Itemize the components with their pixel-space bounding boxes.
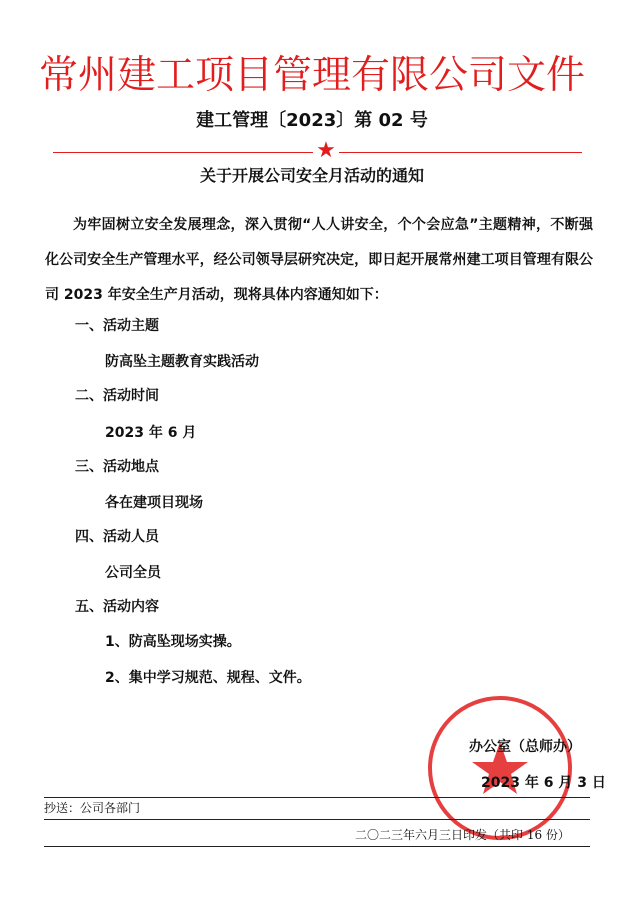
- header-divider-right: [339, 152, 582, 153]
- star-icon: ★: [316, 138, 336, 163]
- section-content-personnel: 公司全员: [105, 565, 161, 581]
- section-heading-personnel: 四、活动人员: [75, 529, 159, 545]
- footer-divider-middle: [44, 819, 590, 820]
- intro-paragraph: 为牢固树立安全发展理念，深入贯彻“人人讲安全，个个会应急”主题精神，不断强化公司安全生产管理水平，经公司领导层研究决定，即日起开展常州建工项目管理有限公司 2023 年安全生产月活动，现将具体内容通知如下：: [45, 217, 593, 303]
- footer-divider-top: [44, 797, 590, 798]
- issue-date: 2023 年 6 月 3 日: [481, 775, 606, 791]
- issuer: 办公室（总师办）: [469, 739, 581, 755]
- notice-title: 关于开展公司安全月活动的通知: [199, 166, 424, 185]
- document-number: 建工管理〔2023〕第 02 号: [196, 110, 428, 131]
- company-seal: [424, 692, 576, 844]
- print-info: 二〇二三年六月三日印发（共印 16 份）: [355, 828, 570, 842]
- section-heading-time: 二、活动时间: [75, 388, 159, 404]
- section-content-item-2: 2、集中学习规范、规程、文件。: [105, 670, 311, 686]
- header-divider-left: [53, 152, 313, 153]
- section-heading-location: 三、活动地点: [75, 459, 159, 475]
- footer-divider-bottom: [44, 846, 590, 847]
- cc-line: 抄送：公司各部门: [44, 801, 141, 815]
- section-content-location: 各在建项目现场: [105, 495, 203, 511]
- section-content-item-1: 1、防高坠现场实操。: [105, 634, 241, 650]
- section-heading-theme: 一、活动主题: [75, 318, 159, 334]
- section-heading-content: 五、活动内容: [75, 599, 159, 615]
- company-header: 常州建工项目管理有限公司文件: [38, 53, 585, 98]
- section-content-theme: 防高坠主题教育实践活动: [105, 354, 259, 370]
- section-content-time: 2023 年 6 月: [105, 425, 197, 441]
